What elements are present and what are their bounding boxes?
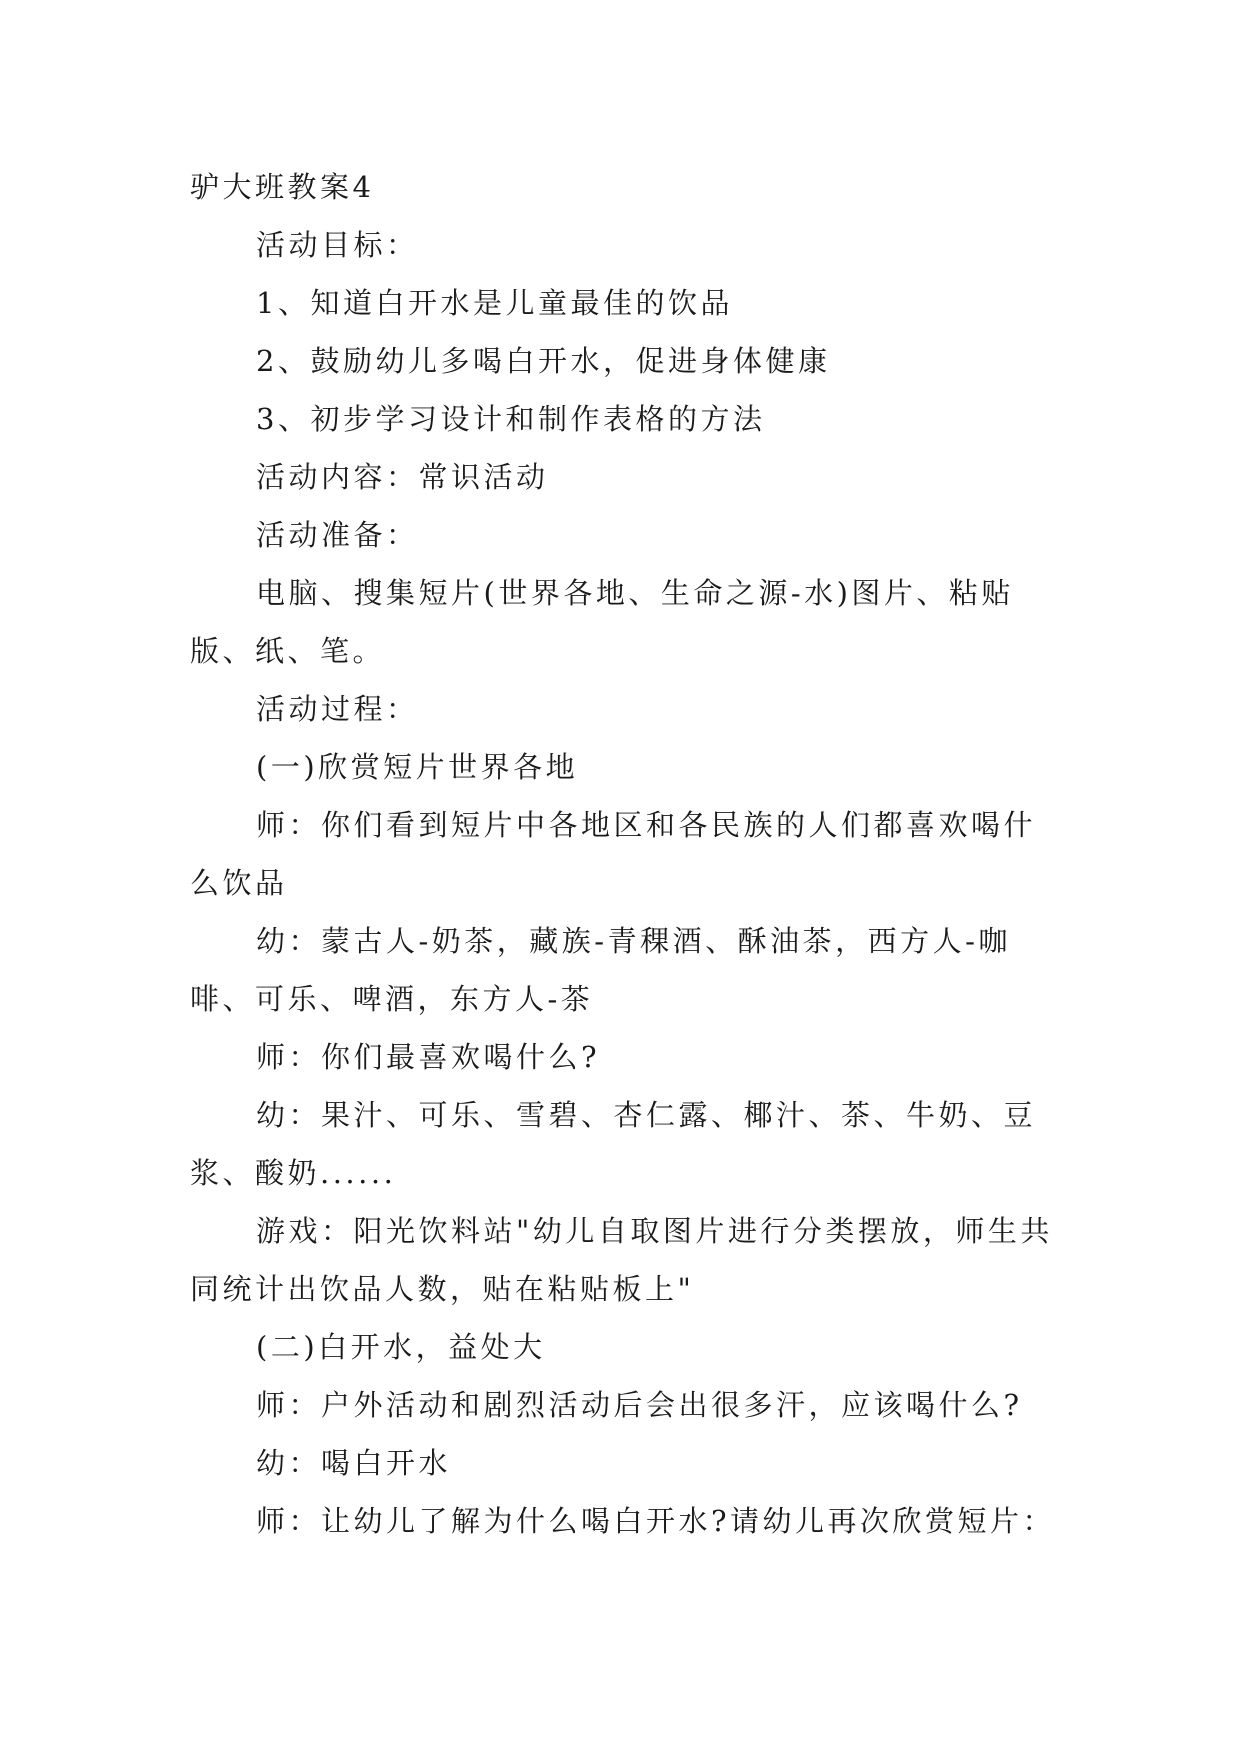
process-step-2-heading: (二)白开水，益处大 — [256, 1330, 546, 1364]
section-heading-goals: 活动目标： — [256, 228, 419, 262]
activity-content: 活动内容：常识活动 — [256, 460, 549, 494]
document-title: 驴大班教案4 — [190, 170, 375, 204]
preparation-materials: 电脑、搜集短片(世界各地、生命之源-水)图片、粘贴版、纸、笔。 — [190, 576, 1014, 668]
dialogue-line: 师：让幼儿了解为什么喝白开水?请幼儿再次欣赏短片： — [256, 1504, 1056, 1538]
goal-item-1: 1、知道白开水是儿童最佳的饮品 — [256, 286, 733, 320]
goal-item-2: 2、鼓励幼儿多喝白开水，促进身体健康 — [256, 344, 831, 378]
dialogue-line: 师：你们看到短片中各地区和各民族的人们都喜欢喝什么饮品 — [190, 808, 1037, 900]
dialogue-line: 幼：蒙古人-奶茶，藏族-青稞酒、酥油茶，西方人-咖啡、可乐、啤酒，东方人-茶 — [190, 924, 1011, 1016]
dialogue-line: 师：你们最喜欢喝什么? — [256, 1040, 601, 1074]
dialogue-line: 幼：喝白开水 — [256, 1446, 452, 1480]
goal-item-3: 3、初步学习设计和制作表格的方法 — [256, 402, 766, 436]
document-body — [190, 158, 1060, 1550]
section-heading-preparation: 活动准备： — [256, 518, 419, 552]
dialogue-line: 师：户外活动和剧烈活动后会出很多汗，应该喝什么? — [256, 1388, 1023, 1422]
game-description: 游戏：阳光饮料站"幼儿自取图片进行分类摆放，师生共同统计出饮品人数，贴在粘贴板上" — [190, 1214, 1053, 1306]
section-heading-process: 活动过程： — [256, 692, 419, 726]
dialogue-line: 幼：果汁、可乐、雪碧、杏仁露、椰汁、茶、牛奶、豆浆、酸奶...... — [190, 1098, 1037, 1190]
process-step-1-heading: (一)欣赏短片世界各地 — [256, 750, 579, 784]
